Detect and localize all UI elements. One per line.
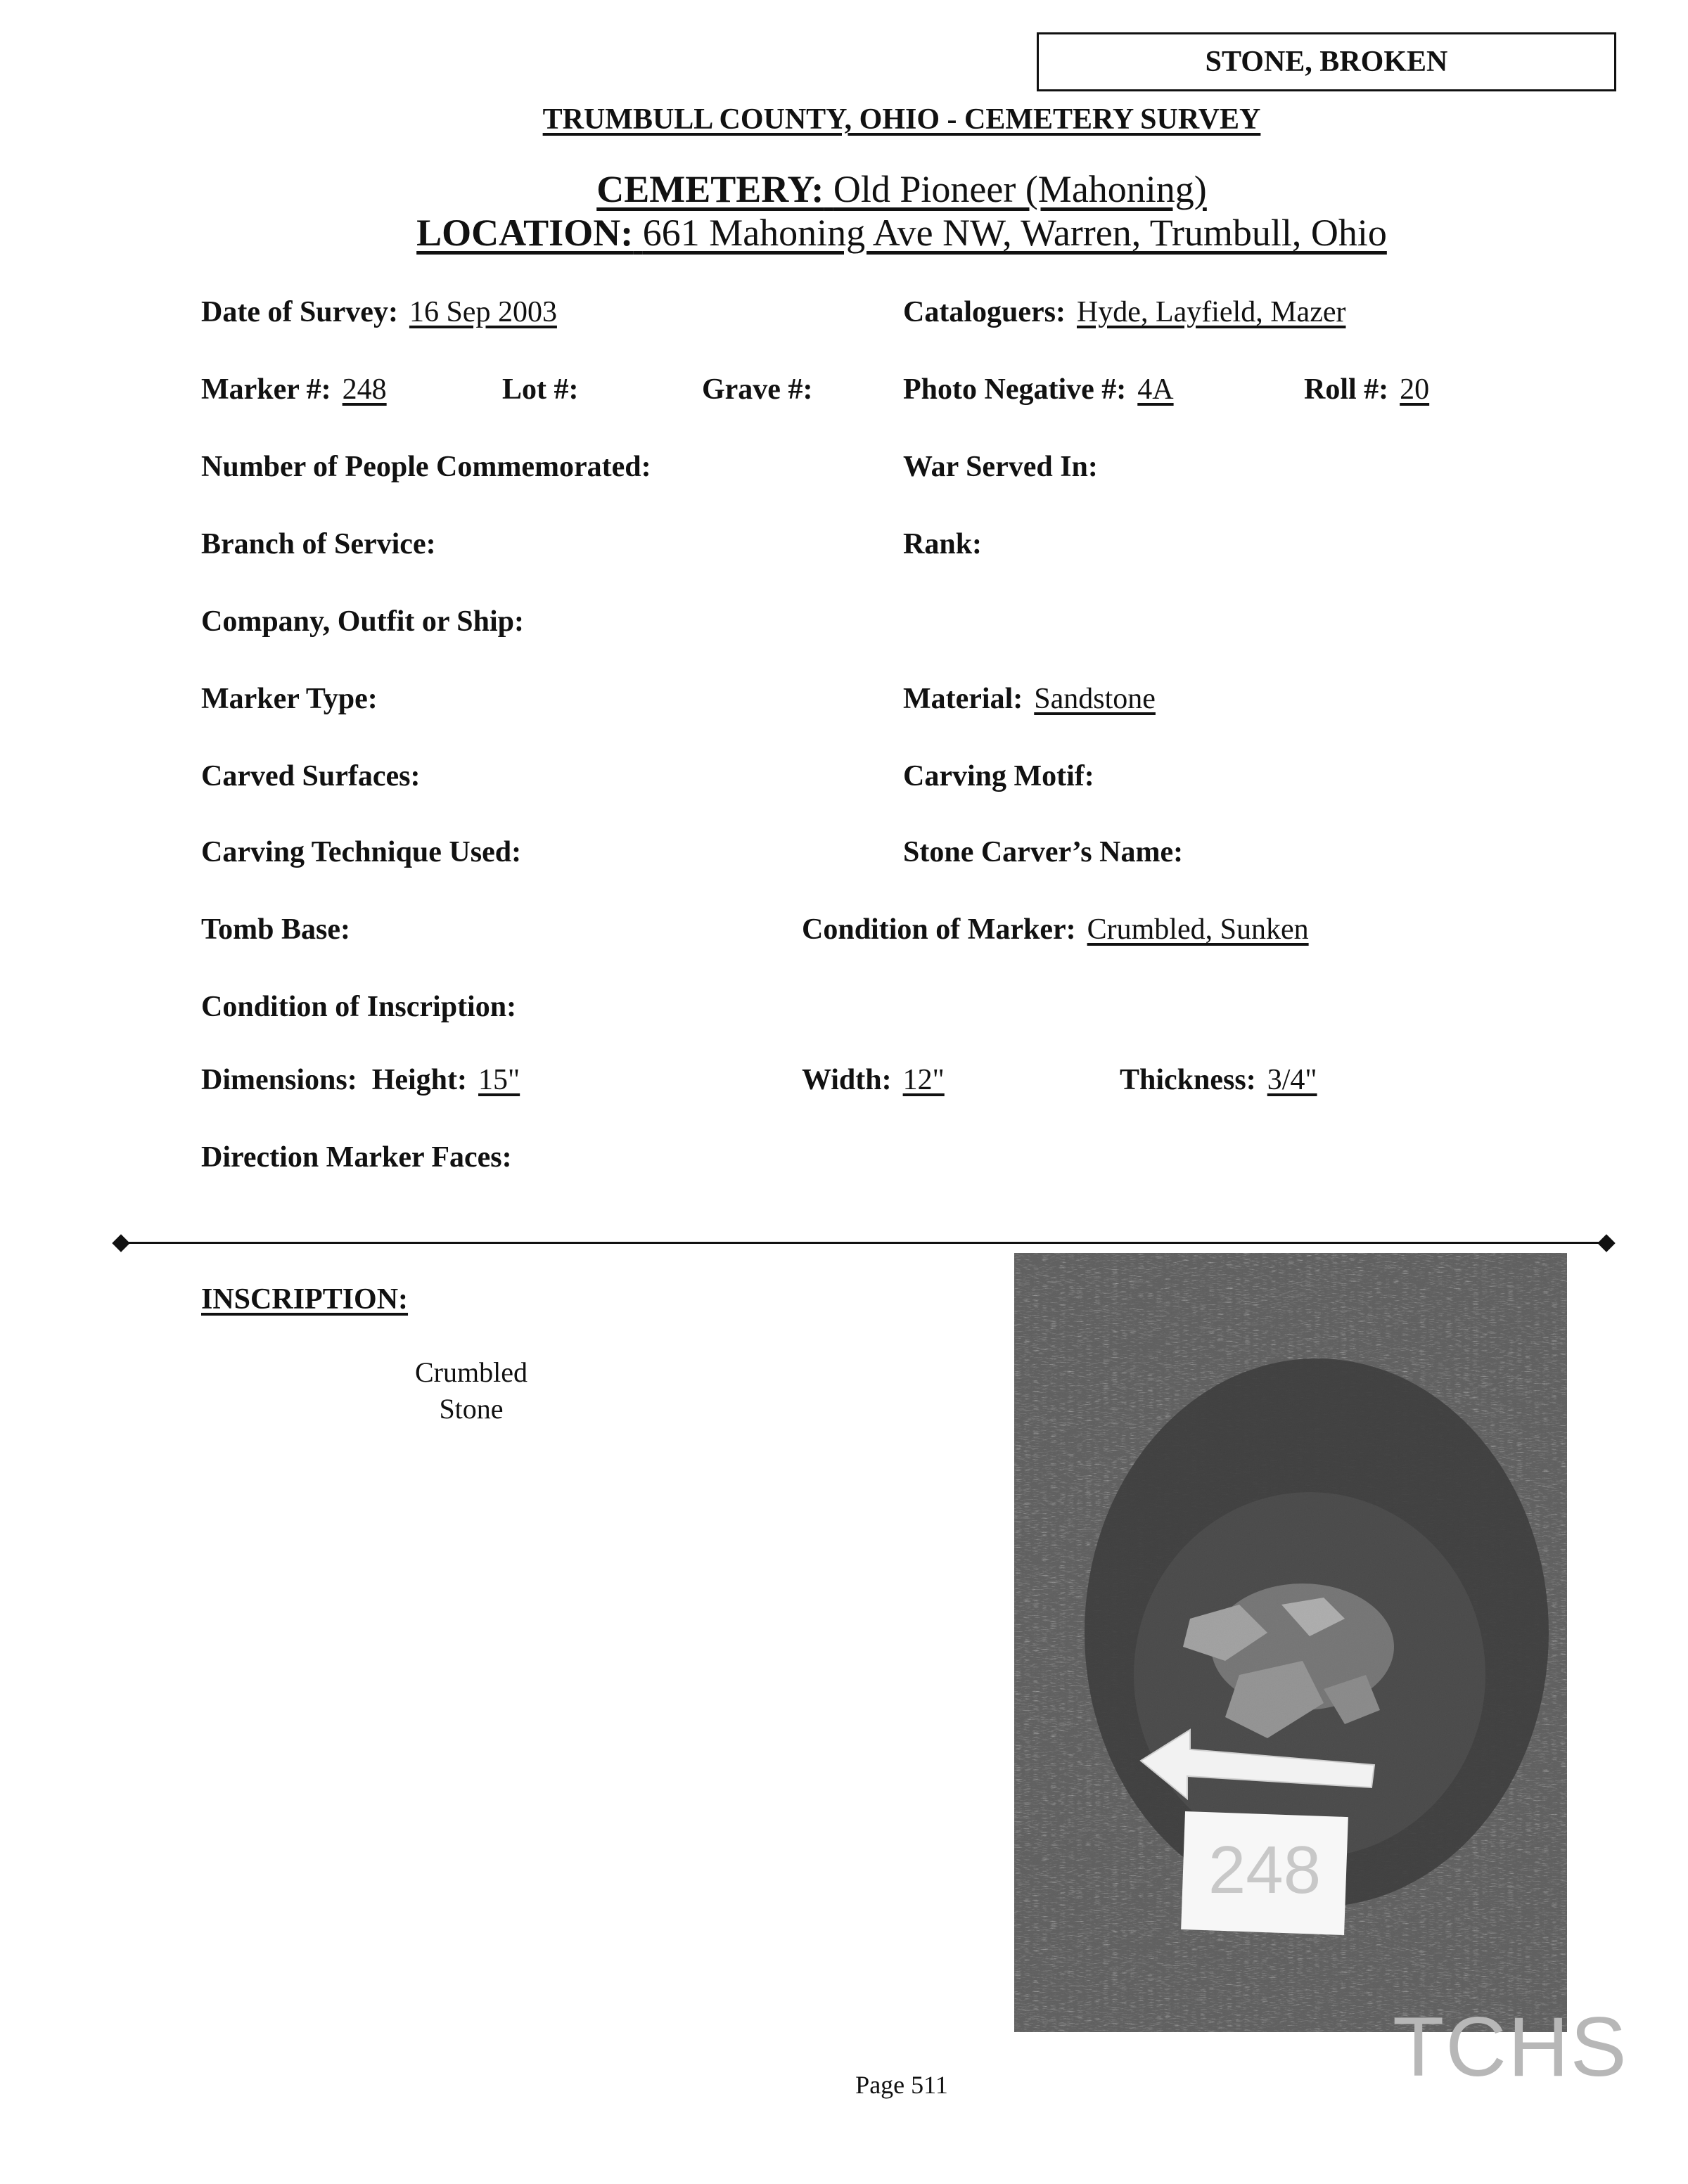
- company-label: Company, Outfit or Ship:: [201, 605, 524, 638]
- roll-number-field: [1304, 373, 1429, 406]
- tomb-base-label: Tomb Base:: [201, 913, 350, 946]
- condition-marker-field: [802, 913, 1309, 946]
- war-served-field: [903, 450, 1098, 484]
- cataloguers-field: [903, 295, 1345, 329]
- cemetery-name: Old Pioneer (Mahoning): [833, 168, 1207, 210]
- status-label-box: [1037, 32, 1616, 91]
- height-label: Height:: [371, 1064, 468, 1096]
- cemetery-label: CEMETERY:: [596, 168, 824, 210]
- width-field: [802, 1063, 945, 1097]
- direction-faces-field: [201, 1141, 512, 1174]
- date-of-survey-field: [201, 295, 557, 329]
- survey-title: TRUMBULL COUNTY, OHIO - CEMETERY SURVEY: [542, 103, 1261, 136]
- condition-marker-label: Condition of Marker:: [802, 913, 1076, 946]
- stone-carver-label: Stone Carver’s Name:: [903, 836, 1184, 868]
- date-of-survey-label: Date of Survey:: [201, 296, 398, 328]
- photo-negative-label: Photo Negative #:: [903, 373, 1127, 406]
- carving-motif-label: Carving Motif:: [903, 760, 1094, 792]
- lot-number-label: Lot #:: [502, 373, 579, 406]
- war-served-label: War Served In:: [903, 451, 1098, 483]
- tomb-base-field: [201, 913, 350, 946]
- marker-photo: [1014, 1253, 1567, 2032]
- carving-technique-field: [201, 835, 521, 869]
- company-field: [201, 605, 524, 638]
- branch-of-service-field: [201, 527, 436, 561]
- location-line: [0, 211, 1688, 255]
- condition-marker-value: Crumbled, Sunken: [1087, 913, 1309, 946]
- dimensions-label: Dimensions:: [201, 1064, 357, 1096]
- cataloguers-label: Cataloguers:: [903, 296, 1066, 328]
- marker-photo-image: [1014, 1253, 1567, 2032]
- roll-number-label: Roll #:: [1304, 373, 1389, 406]
- divider-diamond-right: [1597, 1234, 1615, 1252]
- inscription-heading: INSCRIPTION:: [201, 1283, 409, 1316]
- dimensions-field: [201, 1063, 520, 1097]
- branch-of-service-label: Branch of Service:: [201, 528, 436, 560]
- watermark-logo: TCHS: [1393, 2000, 1628, 2094]
- section-divider: [121, 1242, 1606, 1244]
- location-address: 661 Mahoning Ave NW, Warren, Trumbull, Ohio: [642, 212, 1387, 254]
- rank-label: Rank:: [903, 528, 983, 560]
- condition-inscription-field: [201, 990, 516, 1024]
- carved-surfaces-field: [201, 759, 420, 793]
- grave-number-label: Grave #:: [702, 373, 813, 406]
- thickness-field: [1120, 1063, 1317, 1097]
- carving-technique-label: Carving Technique Used:: [201, 836, 522, 868]
- roll-number-value: 20: [1400, 373, 1430, 406]
- location-label: LOCATION:: [416, 212, 634, 254]
- lot-number-field: [502, 373, 579, 406]
- marker-number-field: [201, 373, 387, 406]
- photo-negative-field: [903, 373, 1174, 406]
- thickness-value: 3/4": [1267, 1064, 1317, 1096]
- carved-surfaces-label: Carved Surfaces:: [201, 760, 421, 792]
- material-value: Sandstone: [1034, 683, 1156, 715]
- divider-diamond-left: [112, 1234, 129, 1252]
- direction-faces-label: Direction Marker Faces:: [201, 1141, 512, 1174]
- width-value: 12": [902, 1064, 945, 1096]
- photo-negative-value: 4A: [1137, 373, 1174, 406]
- condition-inscription-label: Condition of Inscription:: [201, 991, 517, 1023]
- marker-card-number: 248: [1208, 1832, 1322, 1908]
- height-value: 15": [478, 1064, 520, 1096]
- inscription-line-1: Crumbled: [415, 1356, 528, 1388]
- marker-type-label: Marker Type:: [201, 683, 378, 715]
- marker-number-label: Marker #:: [201, 373, 331, 406]
- width-label: Width:: [802, 1064, 892, 1096]
- carving-motif-field: [903, 759, 1094, 793]
- material-field: [903, 682, 1156, 716]
- material-label: Material:: [903, 683, 1023, 715]
- cemetery-line: [0, 167, 1688, 211]
- rank-field: [903, 527, 982, 561]
- stone-carver-field: [903, 835, 1183, 869]
- inscription-line-2: Stone: [439, 1393, 504, 1425]
- date-of-survey-value: 16 Sep 2003: [409, 296, 557, 328]
- people-commemorated-label: Number of People Commemorated:: [201, 451, 651, 483]
- people-commemorated-field: [201, 450, 651, 484]
- marker-number-value: 248: [342, 373, 387, 406]
- marker-type-field: [201, 682, 378, 716]
- status-label: STONE, BROKEN: [1205, 46, 1448, 78]
- cataloguers-value: Hyde, Layfield, Mazer: [1076, 296, 1346, 328]
- thickness-label: Thickness:: [1120, 1064, 1256, 1096]
- page-number: Page 511: [855, 2071, 948, 2099]
- grave-number-field: [702, 373, 812, 406]
